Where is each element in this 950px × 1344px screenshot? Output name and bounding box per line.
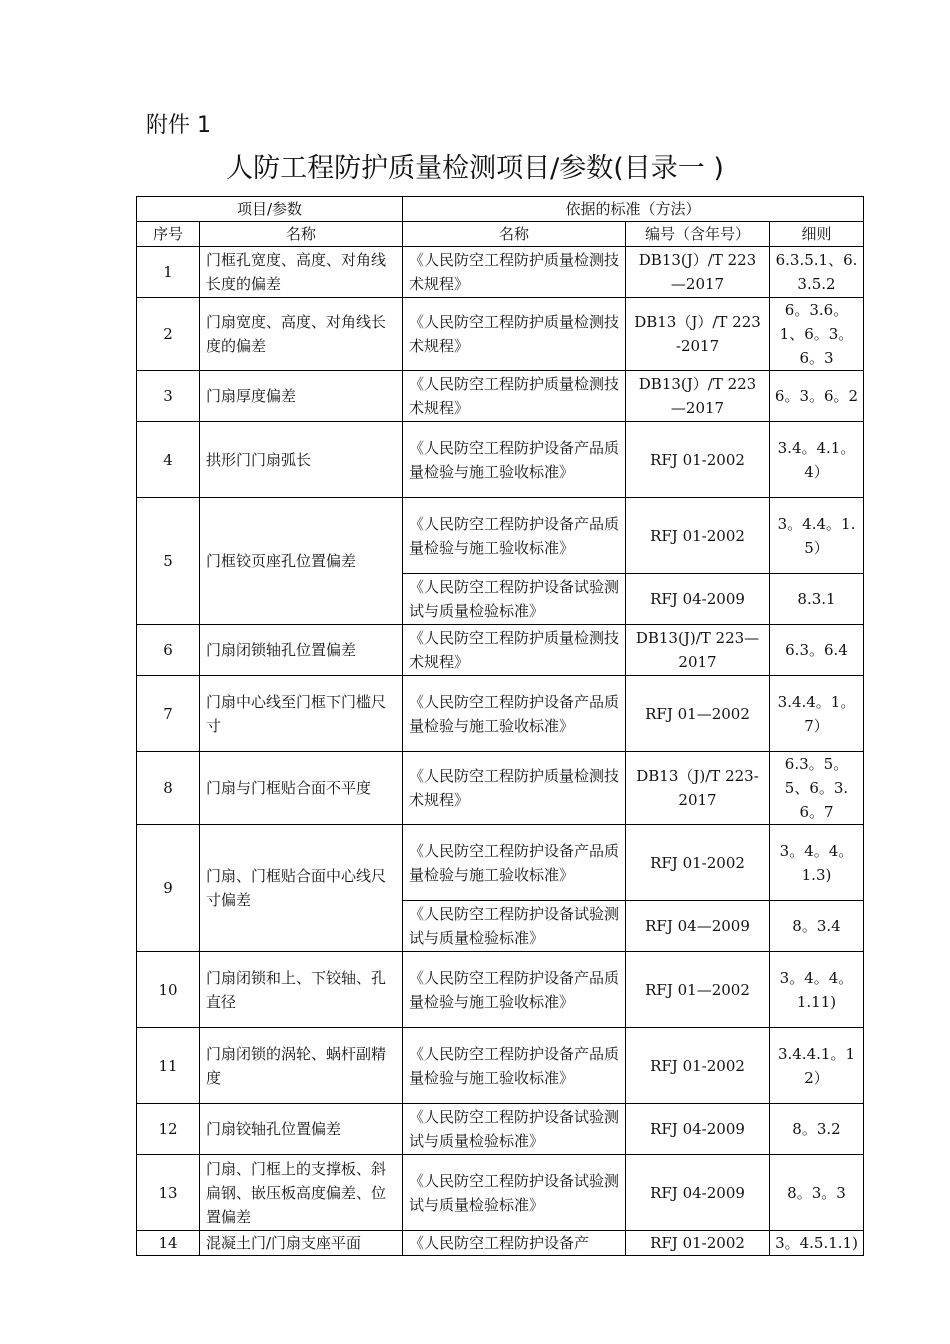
row-standard-name: 《人民防空工程防护质量检测技术规程》 [403, 625, 626, 676]
header-row-group [137, 197, 864, 222]
row-standard-name: 《人民防空工程防护质量检测技术规程》 [403, 247, 626, 298]
header-standard-group: 依据的标准（方法） [403, 197, 864, 222]
row-clause: 3.4.4。1。7） [770, 676, 864, 752]
row-standard-number: DB13(J）/T 223—2017 [626, 247, 770, 298]
row-clause: 6.3。6.4 [770, 625, 864, 676]
row-item-name: 门扇宽度、高度、对角线长度的偏差 [200, 298, 403, 371]
row-standard-number: RFJ 04—2009 [626, 901, 770, 952]
row-standard-name: 《人民防空工程防护设备产品质量检验与施工验收标准》 [403, 422, 626, 498]
row-seq: 2 [137, 298, 200, 371]
row-seq: 12 [137, 1104, 200, 1155]
table-row [137, 422, 864, 498]
row-standard-number: RFJ 01—2002 [626, 676, 770, 752]
table-row [137, 298, 864, 371]
row-standard-name: 《人民防空工程防护设备试验测试与质量检验标准》 [403, 1104, 626, 1155]
row-clause: 3。4。4。1.11) [770, 952, 864, 1028]
table-row [137, 952, 864, 1028]
table-row [137, 752, 864, 825]
row-standard-name: 《人民防空工程防护设备试验测试与质量检验标准》 [403, 1155, 626, 1231]
header-row-columns [137, 222, 864, 247]
row-seq: 13 [137, 1155, 200, 1231]
row-standard-number: DB13（J）/T 223-2017 [626, 298, 770, 371]
row-standard-name: 《人民防空工程防护质量检测技术规程》 [403, 371, 626, 422]
row-standard-number: DB13(J)/T 223—2017 [626, 625, 770, 676]
header-standard-name: 名称 [403, 222, 626, 247]
row-standard-name: 《人民防空工程防护质量检测技术规程》 [403, 298, 626, 371]
table-row [137, 1104, 864, 1155]
header-standard-number: 编号（含年号） [626, 222, 770, 247]
row-standard-number: RFJ 01-2002 [626, 825, 770, 901]
row-standard-number: RFJ 01-2002 [626, 1028, 770, 1104]
row-item-name: 门扇厚度偏差 [200, 371, 403, 422]
row-standard-name: 《人民防空工程防护设备产品质量检验与施工验收标准》 [403, 952, 626, 1028]
row-standard-name: 《人民防空工程防护设备试验测试与质量检验标准》 [403, 901, 626, 952]
row-seq: 14 [137, 1231, 200, 1256]
annex-label: 附件 1 [146, 113, 211, 138]
table-row [137, 1155, 864, 1231]
row-seq: 7 [137, 676, 200, 752]
row-item-name: 门扇闭锁的涡轮、蜗杆副精度 [200, 1028, 403, 1104]
table-row [137, 1231, 864, 1256]
page-title: 人防工程防护质量检测项目/参数(目录一 ) [226, 153, 724, 184]
row-clause: 6.3。5。5、6。3.6。7 [770, 752, 864, 825]
inspection-table [136, 196, 864, 1256]
row-standard-number: DB13（J)/T 223-2017 [626, 752, 770, 825]
row-clause: 8.3.1 [770, 574, 864, 625]
table-body [137, 197, 864, 1256]
header-item-group: 项目/参数 [137, 197, 403, 222]
row-item-name: 门扇、门框贴合面中心线尺寸偏差 [200, 825, 403, 952]
row-standard-number: RFJ 04-2009 [626, 1104, 770, 1155]
row-standard-name: 《人民防空工程防护质量检测技术规程》 [403, 752, 626, 825]
row-item-name: 拱形门门扇弧长 [200, 422, 403, 498]
row-seq: 6 [137, 625, 200, 676]
table-row [137, 625, 864, 676]
row-standard-number: RFJ 01—2002 [626, 952, 770, 1028]
row-standard-name: 《人民防空工程防护设备产 [403, 1231, 626, 1256]
row-seq: 3 [137, 371, 200, 422]
table-row [137, 247, 864, 298]
row-item-name: 门扇闭锁轴孔位置偏差 [200, 625, 403, 676]
row-clause: 8。3.4 [770, 901, 864, 952]
row-standard-name: 《人民防空工程防护设备产品质量检验与施工验收标准》 [403, 825, 626, 901]
row-clause: 3。4.5.1.1) [770, 1231, 864, 1256]
row-clause: 3。4.4。1.5） [770, 498, 864, 574]
row-seq: 4 [137, 422, 200, 498]
row-clause: 6.3.5.1、6.3.5.2 [770, 247, 864, 298]
row-item-name: 门扇中心线至门框下门槛尺寸 [200, 676, 403, 752]
row-item-name: 门扇与门框贴合面不平度 [200, 752, 403, 825]
row-standard-number: RFJ 01-2002 [626, 498, 770, 574]
row-seq: 5 [137, 498, 200, 625]
header-clause: 细则 [770, 222, 864, 247]
row-seq: 9 [137, 825, 200, 952]
row-clause: 6。3.6。1、6。3。6。3 [770, 298, 864, 371]
row-clause: 3.4。4.1。4） [770, 422, 864, 498]
row-standard-name: 《人民防空工程防护设备产品质量检验与施工验收标准》 [403, 676, 626, 752]
row-clause: 8。3。3 [770, 1155, 864, 1231]
row-seq: 1 [137, 247, 200, 298]
table-row [137, 498, 864, 574]
table-row [137, 371, 864, 422]
row-standard-number: RFJ 01-2002 [626, 422, 770, 498]
row-standard-name: 《人民防空工程防护设备产品质量检验与施工验收标准》 [403, 1028, 626, 1104]
row-item-name: 门扇闭锁和上、下铰轴、孔直径 [200, 952, 403, 1028]
row-standard-number: DB13(J）/T 223—2017 [626, 371, 770, 422]
row-standard-name: 《人民防空工程防护设备试验测试与质量检验标准》 [403, 574, 626, 625]
row-item-name: 混凝土门/门扇支座平面 [200, 1231, 403, 1256]
header-seq: 序号 [137, 222, 200, 247]
table-row [137, 676, 864, 752]
row-clause: 8。3.2 [770, 1104, 864, 1155]
row-standard-name: 《人民防空工程防护设备产品质量检验与施工验收标准》 [403, 498, 626, 574]
row-seq: 10 [137, 952, 200, 1028]
row-clause: 6。3。6。2 [770, 371, 864, 422]
row-clause: 3。4。4。1.3) [770, 825, 864, 901]
table-row [137, 1028, 864, 1104]
header-item-name: 名称 [200, 222, 403, 247]
row-item-name: 门扇、门框上的支撑板、斜扁钢、嵌压板高度偏差、位置偏差 [200, 1155, 403, 1231]
row-standard-number: RFJ 04-2009 [626, 1155, 770, 1231]
row-item-name: 门框孔宽度、高度、对角线长度的偏差 [200, 247, 403, 298]
row-standard-number: RFJ 04-2009 [626, 574, 770, 625]
row-seq: 11 [137, 1028, 200, 1104]
row-standard-number: RFJ 01-2002 [626, 1231, 770, 1256]
table-row [137, 825, 864, 901]
row-seq: 8 [137, 752, 200, 825]
row-clause: 3.4.4.1。12） [770, 1028, 864, 1104]
row-item-name: 门框铰页座孔位置偏差 [200, 498, 403, 625]
row-item-name: 门扇铰轴孔位置偏差 [200, 1104, 403, 1155]
